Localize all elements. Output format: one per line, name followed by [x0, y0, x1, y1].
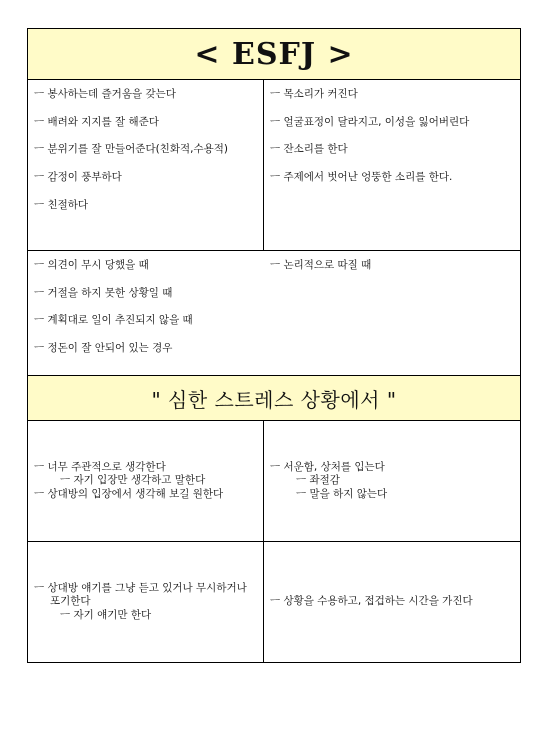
stress-heading-band — [28, 376, 520, 421]
stress-row-1 — [28, 421, 520, 542]
triggers-row — [28, 251, 520, 376]
stress-sub-item: ㅡ 좌절감 — [296, 474, 340, 487]
stress-right-cell-2 — [264, 542, 520, 662]
reactions-right-cell — [264, 80, 520, 250]
title-band — [28, 29, 520, 80]
stress-left-cell-1 — [28, 421, 264, 541]
stress-left-cell-2 — [28, 542, 264, 662]
page-title: < ESFJ > — [194, 36, 354, 72]
esfj-sheet — [27, 28, 521, 663]
triggers-left-cell — [28, 251, 264, 375]
stress-sub-item: ㅡ 자기 입장만 생각하고 말한다 — [60, 474, 206, 487]
stress-item: ㅡ 상대방 얘기를 그냥 듣고 있거나 무시하거나 포기한다 — [34, 582, 247, 608]
trait-item: ㅡ 배려와 지지를 잘 해준다 — [34, 115, 159, 128]
trigger-item: ㅡ 거절을 하지 못한 상황일 때 — [34, 286, 173, 299]
stress-item: ㅡ 서운함, 상처를 입는다 — [270, 461, 385, 474]
trigger-item: ㅡ 계획대로 일이 추진되지 않을 때 — [34, 314, 193, 327]
reaction-item: ㅡ 잔소리를 한다 — [270, 143, 348, 156]
stress-sub-item: ㅡ 상대방의 입장에서 생각해 보길 원한다 — [34, 487, 224, 500]
trait-item: ㅡ 분위기를 잘 만들어준다(친화적,수용적) — [34, 143, 228, 156]
stress-sub-item: ㅡ 자기 얘기만 한다 — [60, 608, 152, 621]
reaction-item: ㅡ 얼굴표정이 달라지고, 이성을 잃어버린다 — [270, 115, 470, 128]
stress-item: ㅡ 너무 주관적으로 생각한다 — [34, 461, 166, 474]
stress-right-cell-1 — [264, 421, 520, 541]
stress-row-2 — [28, 542, 520, 662]
reaction-item: ㅡ 목소리가 커진다 — [270, 88, 358, 100]
stress-item: ㅡ 상황을 수용하고, 접겁하는 시간을 가진다 — [270, 595, 473, 608]
reaction-item: ㅡ 주제에서 벗어난 엉뚱한 소리를 한다. — [270, 170, 453, 183]
triggers-right-cell — [264, 251, 520, 375]
traits-left-cell — [28, 80, 264, 250]
trait-item: ㅡ 친절하다 — [34, 198, 89, 211]
traits-row — [28, 80, 520, 251]
stress-heading: " 심한 스트레스 상황에서 " — [151, 387, 397, 412]
trigger-item: ㅡ 논리적으로 따질 때 — [270, 259, 372, 271]
trigger-item: ㅡ 정돈이 잘 안되어 있는 경우 — [34, 341, 173, 354]
trigger-item: ㅡ 의견이 무시 당했을 때 — [34, 259, 149, 271]
trait-item: ㅡ 감정이 풍부하다 — [34, 170, 122, 183]
trait-item: ㅡ 봉사하는데 즐거움을 갖는다 — [34, 88, 176, 100]
stress-sub-item: ㅡ 말을 하지 않는다 — [296, 487, 388, 500]
